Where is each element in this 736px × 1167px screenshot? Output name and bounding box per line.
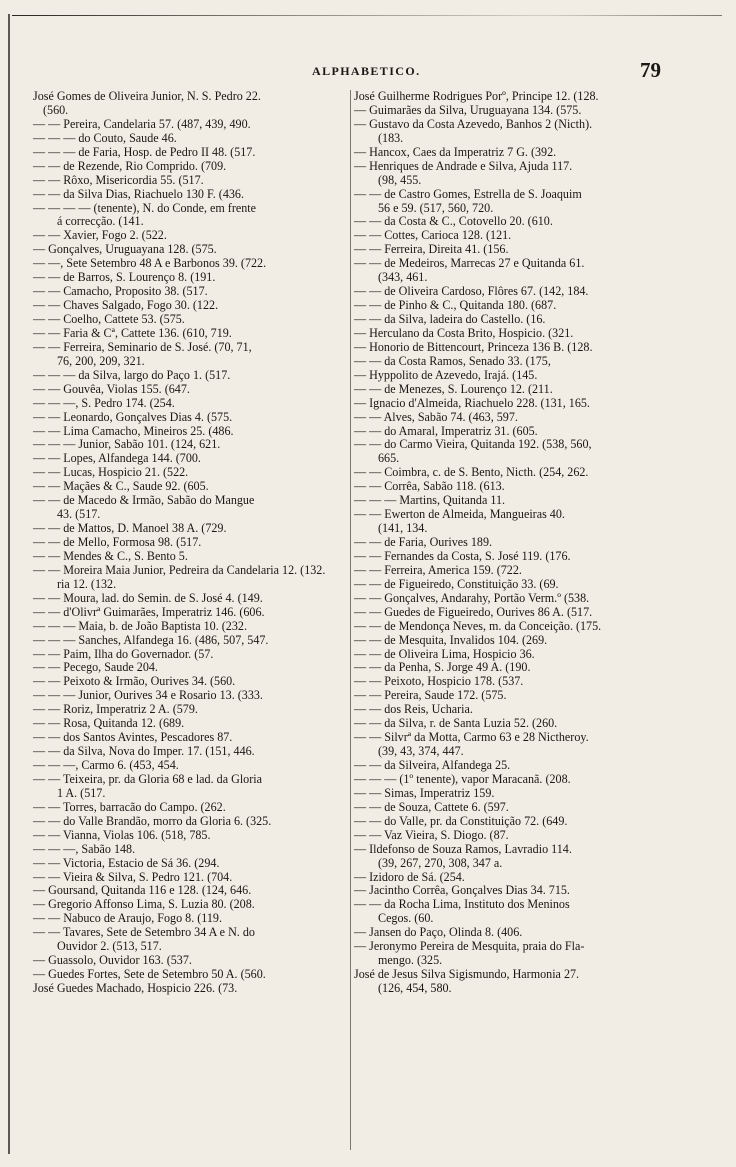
page-header bbox=[0, 58, 736, 84]
directory-line: 43. (517. bbox=[57, 507, 101, 522]
directory-line: — — de Castro Gomes, Estrella de S. Joaquim bbox=[354, 186, 582, 201]
directory-line: José Gomes de Oliveira Junior, N. S. Pedro 22. bbox=[33, 89, 261, 103]
directory-line: — — de Pinho & C., Quitanda 180. (687. bbox=[354, 298, 557, 313]
directory-line: — — de Barros, S. Lourenço 8. (191. bbox=[33, 270, 216, 285]
directory-line: 665. bbox=[378, 451, 400, 466]
directory-line: — Jeronymo Pereira de Mesquita, praia do Fla- bbox=[354, 939, 585, 954]
directory-line: — — Paim, Ilha do Governador. (57. bbox=[33, 646, 214, 661]
column-divider bbox=[350, 90, 351, 1150]
directory-line: (39, 43, 374, 447. bbox=[378, 744, 464, 759]
directory-line: — — Moura, lad. do Semin. de S. José 4. (149. bbox=[33, 590, 263, 605]
directory-line: — — Pecego, Saude 204. bbox=[33, 660, 158, 675]
directory-line: — — Camacho, Proposito 38. (517. bbox=[33, 284, 208, 299]
directory-line: — Gonçalves, Uruguayana 128. (575. bbox=[33, 242, 217, 257]
directory-line: — — — — (tenente), N. do Conde, em frente bbox=[33, 200, 257, 215]
top-rule bbox=[12, 15, 722, 16]
directory-line: — — —, S. Pedro 174. (254. bbox=[33, 395, 175, 410]
directory-line: — — — de Faria, Hosp. de Pedro II 48. (517. bbox=[33, 144, 256, 159]
directory-line: — — — Martins, Quitanda 11. bbox=[354, 493, 506, 508]
directory-line: — Hyppolito de Azevedo, Irajá. (145. bbox=[354, 367, 538, 382]
left-column bbox=[33, 90, 349, 996]
directory-line: — Gustavo da Costa Azevedo, Banhos 2 (Nicth). bbox=[354, 116, 593, 131]
directory-line: — — dos Reis, Ucharia. bbox=[354, 702, 473, 717]
directory-line: — Goursand, Quitanda 116 e 128. (124, 646. bbox=[33, 883, 252, 898]
directory-line: — — Gouvêa, Violas 155. (647. bbox=[33, 381, 190, 396]
directory-line: — Guassolo, Ouvidor 163. (537. bbox=[33, 953, 192, 968]
directory-line: (560. bbox=[43, 102, 69, 117]
directory-line: — — da Penha, S. Jorge 49 A. (190. bbox=[354, 660, 531, 675]
directory-line: — — Xavier, Fogo 2. (522. bbox=[33, 228, 167, 243]
directory-line: — — Maçães & C., Saude 92. (605. bbox=[33, 479, 209, 494]
directory-line: — Guedes Fortes, Sete de Setembro 50 A. (560. bbox=[33, 967, 266, 982]
directory-line: — — Pereira, Candelaria 57. (487, 439, 490. bbox=[33, 116, 251, 131]
directory-line: — — Cottes, Carioca 128. (121. bbox=[354, 228, 512, 243]
directory-line: — Jansen do Paço, Olinda 8. (406. bbox=[354, 925, 523, 940]
directory-line: José Guilherme Rodrigues Porº, Principe 12. (128. bbox=[354, 89, 599, 103]
directory-line: — Izidoro de Sá. (254. bbox=[354, 869, 465, 884]
directory-line: (183. bbox=[378, 130, 404, 145]
directory-line: — — Lucas, Hospicio 21. (522. bbox=[33, 465, 189, 480]
directory-line: — — de Macedo & Irmão, Sabão do Mangue bbox=[33, 493, 255, 508]
directory-line: — — Roriz, Imperatriz 2 A. (579. bbox=[33, 702, 198, 717]
directory-line: mengo. (325. bbox=[378, 953, 443, 968]
directory-line: — Henriques de Andrade e Silva, Ajuda 117. bbox=[354, 158, 573, 173]
directory-line: (39, 267, 270, 308, 347 a. bbox=[378, 855, 503, 870]
directory-line: Cegos. (60. bbox=[378, 911, 434, 926]
directory-line: — — Ferreira, Direita 41. (156. bbox=[354, 242, 509, 257]
directory-line: — — Lima Camacho, Mineiros 25. (486. bbox=[33, 423, 234, 438]
directory-line: — — do Amaral, Imperatriz 31. (605. bbox=[354, 423, 538, 438]
directory-line: — — Vieira & Silva, S. Pedro 121. (704. bbox=[33, 869, 233, 884]
directory-line: 76, 200, 209, 321. bbox=[57, 353, 145, 368]
directory-line: 1 A. (517. bbox=[57, 785, 106, 800]
directory-line: — — da Costa & C., Cotovello 20. (610. bbox=[354, 214, 553, 229]
right-column bbox=[354, 90, 686, 996]
directory-line: — — do Carmo Vieira, Quitanda 192. (538, 560, bbox=[354, 437, 592, 452]
directory-line: — — Coimbra, c. de S. Bento, Nicth. (254, 262. bbox=[354, 465, 589, 480]
directory-line: — Gregorio Affonso Lima, S. Luzia 80. (208. bbox=[33, 897, 255, 912]
directory-line: — — da Silva Dias, Riachuelo 130 F. (436. bbox=[33, 186, 244, 201]
directory-line: — — Torres, barracão do Campo. (262. bbox=[33, 799, 226, 814]
directory-line: — — Rosa, Quitanda 12. (689. bbox=[33, 716, 185, 731]
directory-line: Ouvidor 2. (513, 517. bbox=[57, 939, 162, 954]
directory-line: — — Corrêa, Sabão 118. (613. bbox=[354, 479, 505, 494]
directory-line: — — de Figueiredo, Constituição 33. (69. bbox=[354, 576, 559, 591]
directory-line: — — da Silva, r. de Santa Luzia 52. (260. bbox=[354, 716, 558, 731]
directory-line: — — Guedes de Figueiredo, Ourives 86 A. (517. bbox=[354, 604, 593, 619]
directory-line: — — de Mattos, D. Manoel 38 A. (729. bbox=[33, 521, 227, 536]
directory-line: — — Peixoto, Hospicio 178. (537. bbox=[354, 674, 524, 689]
directory-line: (126, 454, 580. bbox=[378, 981, 452, 995]
page-left-edge bbox=[8, 14, 10, 1154]
directory-line: José Guedes Machado, Hospicio 226. (73. bbox=[33, 981, 238, 995]
directory-line: — — da Silveira, Alfandega 25. bbox=[354, 758, 511, 772]
directory-line: — — de Oliveira Lima, Hospicio 36. bbox=[354, 646, 535, 661]
directory-line: — — da Silva, ladeira do Castello. (16. bbox=[354, 312, 546, 326]
directory-line: — — do Valle, pr. da Constituição 72. (649. bbox=[354, 813, 568, 828]
directory-line: — — de Oliveira Cardoso, Flôres 67. (142, 184. bbox=[354, 284, 589, 299]
directory-line: — —, Sete Setembro 48 A e Barbonos 39. (722. bbox=[33, 256, 267, 271]
directory-line: — — de Medeiros, Marrecas 27 e Quitanda 61. bbox=[354, 256, 585, 271]
directory-line: — Jacintho Corrêa, Gonçalves Dias 34. 715. bbox=[354, 883, 570, 898]
directory-line: — — Vaz Vieira, S. Diogo. (87. bbox=[354, 827, 509, 842]
directory-line: 56 e 59. (517, 560, 720. bbox=[378, 200, 494, 215]
directory-line: — — Gonçalves, Andarahy, Portão Verm.º (538. bbox=[354, 590, 590, 605]
directory-line: — — Lopes, Alfandega 144. (700. bbox=[33, 451, 201, 466]
directory-line: — — de Mesquita, Invalidos 104. (269. bbox=[354, 632, 548, 647]
directory-line: — — de Menezes, S. Lourenço 12. (211. bbox=[354, 381, 553, 396]
directory-line: José de Jesus Silva Sigismundo, Harmonia 27. bbox=[354, 967, 580, 982]
directory-line: á correcção. (141. bbox=[57, 214, 144, 229]
directory-line: — — Mendes & C., S. Bento 5. bbox=[33, 548, 188, 563]
directory-line: — — —, Carmo 6. (453, 454. bbox=[33, 758, 179, 772]
directory-line: — — de Faria, Ourives 189. bbox=[354, 535, 493, 549]
directory-line: — — do Valle Brandão, morro da Gloria 6. (325. bbox=[33, 813, 272, 828]
directory-line: — — Vianna, Violas 106. (518, 785. bbox=[33, 827, 211, 842]
directory-line: — — Chaves Salgado, Fogo 30. (122. bbox=[33, 298, 219, 313]
directory-line: — Ildefonso de Souza Ramos, Lavradio 114. bbox=[354, 841, 572, 856]
directory-line: — — Ferreira, America 159. (722. bbox=[354, 562, 522, 577]
directory-line: — — de Rezende, Rio Comprido. (709. bbox=[33, 158, 227, 173]
directory-line: — — Leonardo, Gonçalves Dias 4. (575. bbox=[33, 409, 233, 424]
directory-line: — — Teixeira, pr. da Gloria 68 e lad. da Gloria bbox=[33, 771, 262, 786]
directory-line: — — Fernandes da Costa, S. José 119. (176. bbox=[354, 548, 571, 563]
directory-line: — — da Rocha Lima, Instituto dos Meninos bbox=[354, 897, 570, 912]
directory-line: — — —, Sabão 148. bbox=[33, 841, 136, 856]
directory-line: — — — (1º tenente), vapor Maracanã. (208. bbox=[354, 771, 571, 786]
directory-line: — — de Mendonça Neves, m. da Conceição. (175. bbox=[354, 618, 602, 633]
directory-line: — — d'Olivrª Guimarães, Imperatriz 146. (606. bbox=[33, 604, 265, 619]
directory-line: — — — Sanches, Alfandega 16. (486, 507, 547. bbox=[33, 632, 269, 647]
directory-line: — — Ewerton de Almeida, Mangueiras 40. bbox=[354, 507, 565, 522]
directory-line: — — Tavares, Sete de Setembro 34 A e N. do bbox=[33, 925, 255, 940]
running-title: ALPHABETICO. bbox=[312, 64, 421, 78]
directory-line: — Honorio de Bittencourt, Princeza 136 B. (128. bbox=[354, 339, 593, 354]
directory-line: — Ignacio d'Almeida, Riachuelo 228. (131, 165. bbox=[354, 395, 590, 410]
directory-line: — — Nabuco de Araujo, Fogo 8. (119. bbox=[33, 911, 222, 926]
directory-line: — — Simas, Imperatriz 159. bbox=[354, 785, 495, 800]
directory-line: — — Faria & Cª, Cattete 136. (610, 719. bbox=[33, 325, 232, 340]
directory-line: — — Moreira Maia Junior, Pedreira da Candelaria 12. (132. bbox=[33, 562, 326, 577]
directory-line: — — — do Couto, Saude 46. bbox=[33, 130, 177, 145]
directory-line: — — — da Silva, largo do Paço 1. (517. bbox=[33, 367, 231, 382]
directory-line: (98, 455. bbox=[378, 172, 422, 187]
directory-line: — — Pereira, Saude 172. (575. bbox=[354, 688, 507, 703]
directory-line: — — Rôxo, Misericordia 55. (517. bbox=[33, 172, 204, 187]
directory-line: — — — Maia, b. de João Baptista 10. (232. bbox=[33, 618, 247, 633]
directory-line: — Guimarães da Silva, Uruguayana 134. (575. bbox=[354, 102, 582, 117]
directory-line: — — — Junior, Ourives 34 e Rosario 13. (333. bbox=[33, 688, 263, 703]
directory-line: (141, 134. bbox=[378, 521, 428, 536]
directory-line: (343, 461. bbox=[378, 270, 428, 285]
directory-line: — — de Mello, Formosa 98. (517. bbox=[33, 535, 202, 549]
directory-line: — — Coelho, Cattete 53. (575. bbox=[33, 312, 185, 326]
directory-line: — — de Souza, Cattete 6. (597. bbox=[354, 799, 509, 814]
directory-line: — Hancox, Caes da Imperatriz 7 G. (392. bbox=[354, 144, 557, 159]
directory-line: — — Alves, Sabão 74. (463, 597. bbox=[354, 409, 518, 424]
directory-line: — — da Costa Ramos, Senado 33. (175, bbox=[354, 353, 551, 368]
directory-line: — — Ferreira, Seminario de S. José. (70, 71, bbox=[33, 339, 252, 354]
directory-line: ria 12. (132. bbox=[57, 576, 117, 591]
directory-line: — — dos Santos Avintes, Pescadores 87. bbox=[33, 730, 233, 745]
directory-line: — — Silvrª da Motta, Carmo 63 e 28 Nictheroy. bbox=[354, 730, 589, 745]
directory-line: — — Victoria, Estacio de Sá 36. (294. bbox=[33, 855, 220, 870]
page-number: 79 bbox=[640, 58, 661, 82]
directory-line: — — da Silva, Nova do Imper. 17. (151, 446. bbox=[33, 744, 255, 759]
directory-line: — Herculano da Costa Brito, Hospicio. (321. bbox=[354, 325, 574, 340]
directory-line: — — Peixoto & Irmão, Ourives 34. (560. bbox=[33, 674, 236, 689]
directory-line: — — — Junior, Sabão 101. (124, 621. bbox=[33, 437, 221, 452]
